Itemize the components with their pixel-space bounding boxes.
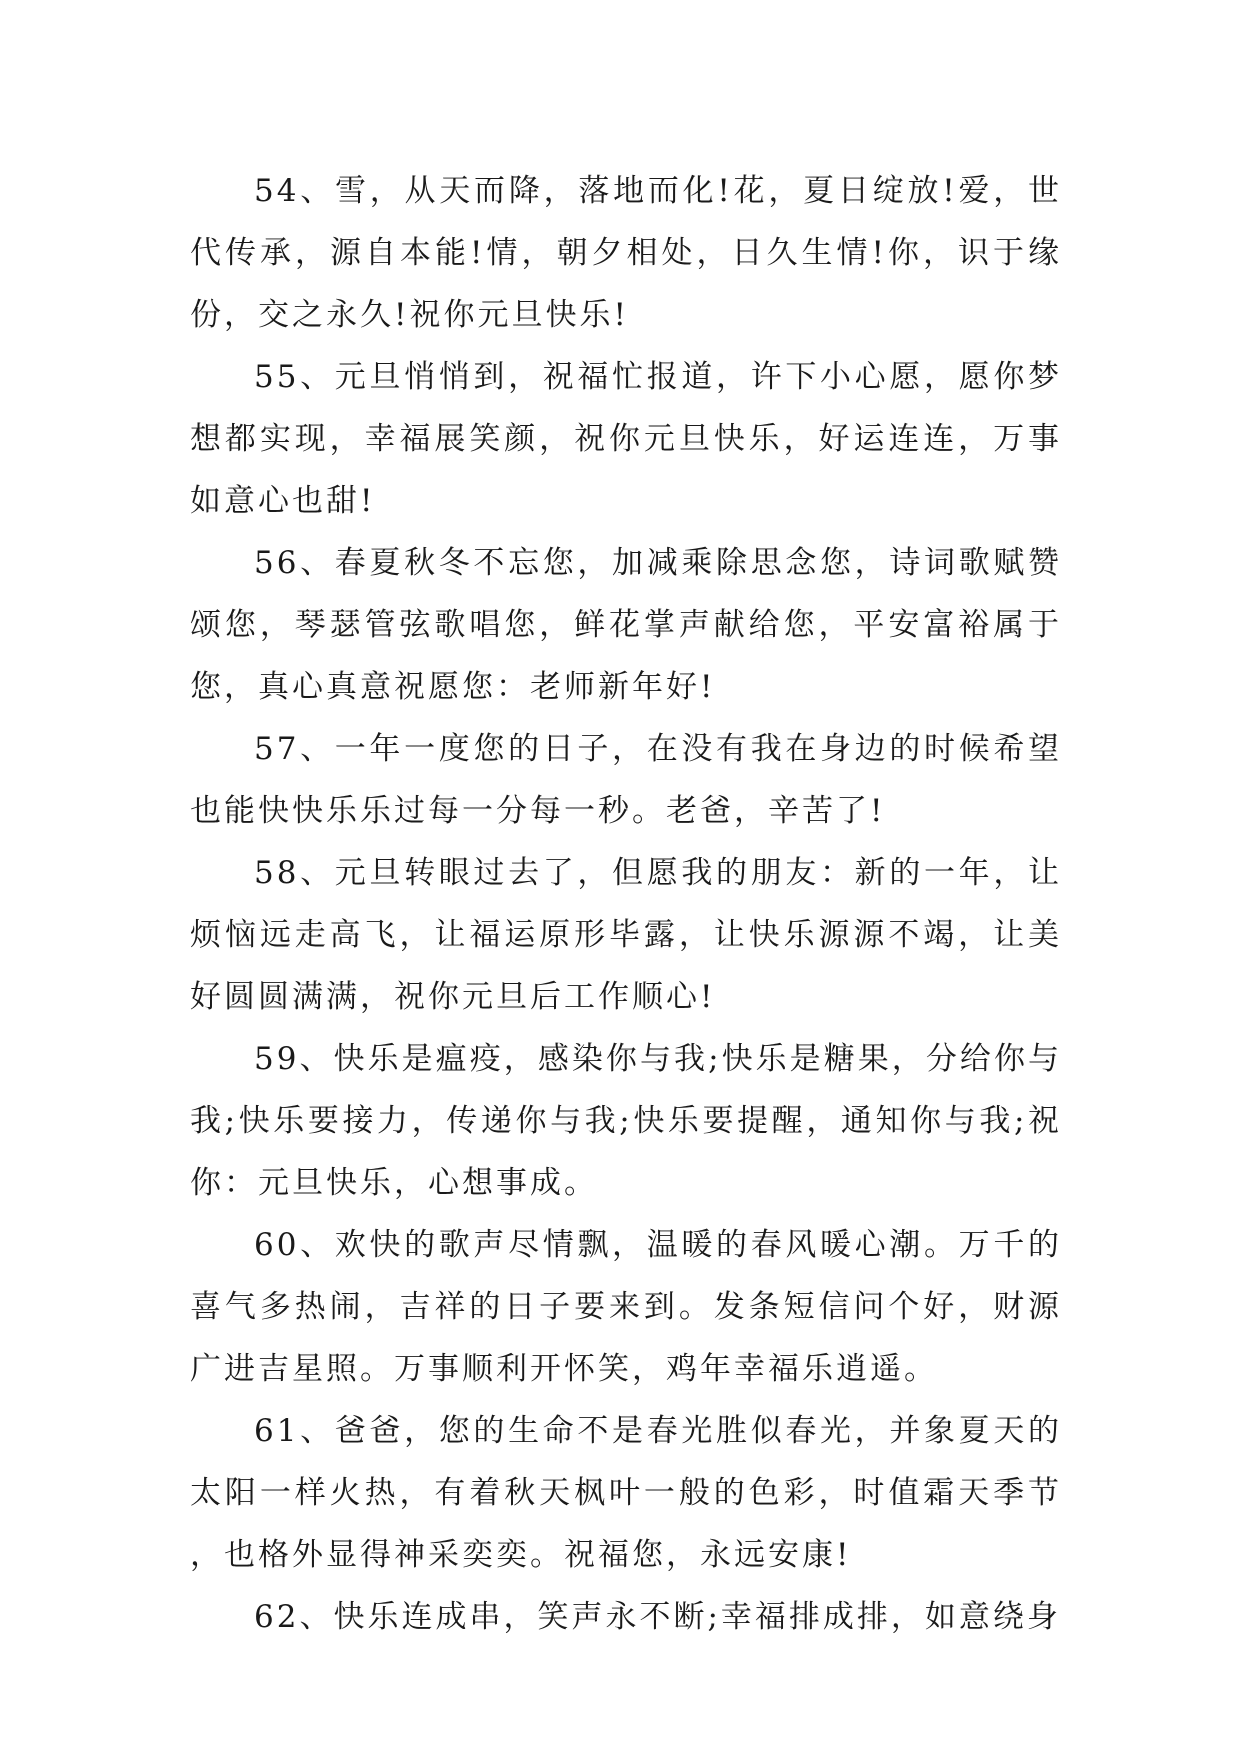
- entry-57: 57、一年一度您的日子，在没有我在身边的时候希望也能快快乐乐过每一分每一秒。老爸，辛苦了!: [190, 731, 1062, 829]
- document-body: [190, 160, 1062, 1648]
- entry-56: 56、春夏秋冬不忘您，加减乘除思念您，诗词歌赋赞颂您，琴瑟管弦歌唱您，鲜花掌声献给您，平安富裕属于您，真心真意祝愿您：老师新年好!: [190, 545, 1062, 705]
- entry-62: 62、快乐连成串，笑声永不断;幸福排成排，如意绕身: [254, 1599, 1061, 1635]
- entry-61: 61、爸爸，您的生命不是春光胜似春光，并象夏天的太阳一样火热，有着秋天枫叶一般的色彩，时值霜天季节，也格外显得神采奕奕。祝福您，永远安康!: [190, 1413, 1062, 1573]
- entry-54: 54、雪，从天而降，落地而化!花，夏日绽放!爱，世代传承，源自本能!情，朝夕相处，日久生情!你，识于缘份，交之永久!祝你元旦快乐!: [190, 173, 1062, 333]
- entry-60: 60、欢快的歌声尽情飘，温暖的春风暖心潮。万千的喜气多热闹，吉祥的日子要来到。发条短信问个好，财源广进吉星照。万事顺利开怀笑，鸡年幸福乐逍遥。: [190, 1227, 1062, 1387]
- entry-59: 59、快乐是瘟疫，感染你与我;快乐是糖果，分给你与我;快乐要接力，传递你与我;快乐要提醒，通知你与我;祝你：元旦快乐，心想事成。: [190, 1041, 1062, 1201]
- entry-58: 58、元旦转眼过去了，但愿我的朋友：新的一年，让烦恼远走高飞，让福运原形毕露，让快乐源源不竭，让美好圆圆满满，祝你元旦后工作顺心!: [190, 855, 1062, 1015]
- entry-55: 55、元旦悄悄到，祝福忙报道，许下小心愿，愿你梦想都实现，幸福展笑颜，祝你元旦快乐，好运连连，万事如意心也甜!: [190, 359, 1062, 519]
